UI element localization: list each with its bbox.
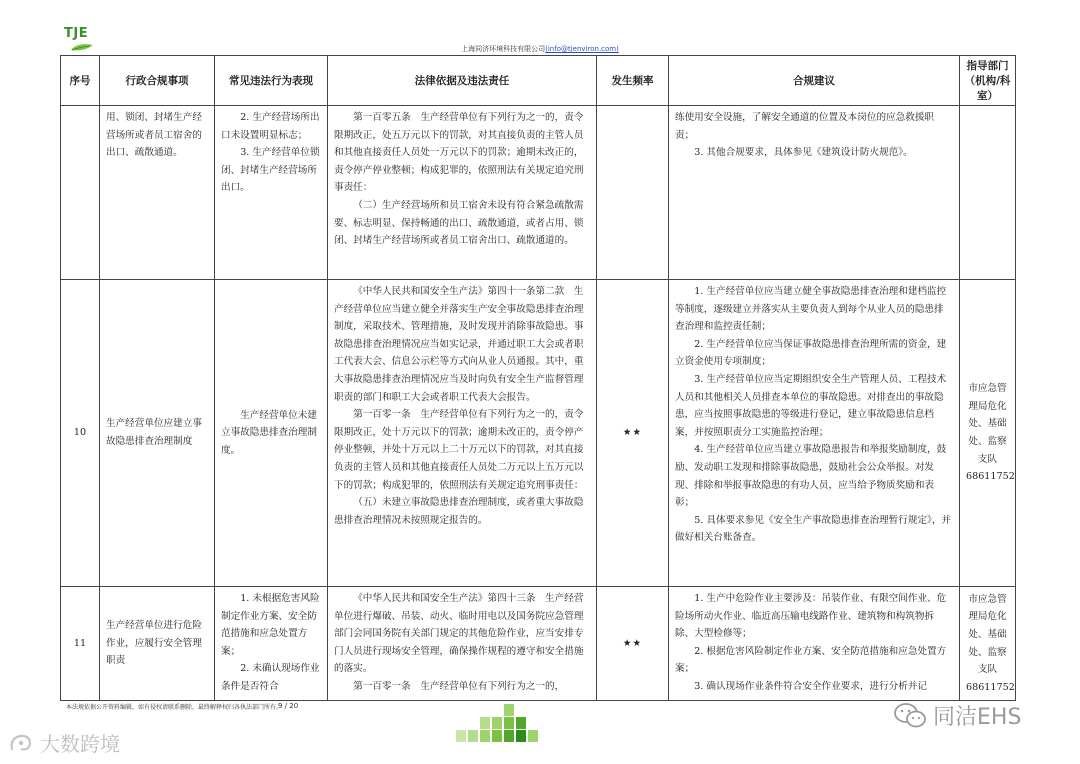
col-header-frequency: 发生频率 xyxy=(597,56,669,106)
advice-text: 3. 确认现场作业条件符合安全作业要求，进行分析并记 xyxy=(694,680,928,692)
col-header-dept: 指导部门（机构/科室） xyxy=(960,56,1016,106)
law-text: 第一百零五条 生产经营单位有下列行为之一的，责令限期改正，处五万元以下的罚款，对其直接负责的主管人员和其他直接责任人员处一万元以下的罚款；逾期未改正的，责令停产停业整顿；构成犯罪的，依照刑法有关规定追究刑事责任： xyxy=(334,112,584,194)
col-header-num: 序号 xyxy=(61,56,100,106)
row-frequency: ★★ xyxy=(597,587,669,701)
wechat-icon xyxy=(893,702,927,730)
regulation-table xyxy=(60,55,1016,701)
footer-note: 本法规依据公开资料编辑，如有侵权请联系删除，最终解释权归各执法部门所有。 xyxy=(66,704,283,711)
behavior-text: 生产经营单位未建立事故隐患排查治理制度。 xyxy=(221,409,317,456)
company-email[interactable]: (info@tjenviron.com) xyxy=(545,45,619,53)
row-advice xyxy=(669,587,960,701)
watermark-left-text: 大数跨境 xyxy=(40,732,120,756)
law-text: （二）生产经营场所和员工宿舍未设有符合紧急疏散需要、标志明显、保持畅通的出口、疏散通道，或者占用、锁闭、封堵生产经营场所或者员工宿舍出口、疏散通道的。 xyxy=(334,199,584,247)
law-text: 《中华人民共和国安全生产法》第四十三条 生产经营单位进行爆破、吊装、动火、临时用电以及国务院应急管理部门会同国务院有关部门规定的其他危险作业，应当安排专门人员进行现场安全管理，确保操作规程的遵守和安全措施的落实。 xyxy=(334,593,584,675)
watermark-right xyxy=(893,700,1021,731)
logo-text: TJE xyxy=(64,26,89,41)
row-behaviors xyxy=(215,280,328,587)
row-num xyxy=(61,106,100,280)
advice-text: 3. 生产经营单位应当定期组织安全生产管理人员、工程技术人员和其他相关人员排查本单位的事故隐患。对排查出的事故隐患，应当按照事故隐患的等级进行登记，建立事故隐患信息档案，并按照职责分工实施监控治理； xyxy=(675,373,947,438)
page-number: 9 / 20 xyxy=(278,702,299,710)
row-advice xyxy=(669,106,960,280)
row-dept: 市应急管理局危化处、基础处、监察支队 68611752 xyxy=(960,587,1016,701)
col-header-law: 法律依据及违法责任 xyxy=(328,56,597,106)
row-item: 用、锁闭、封堵生产经营场所或者员工宿舍的出口、疏散通道。 xyxy=(100,106,215,280)
row-advice xyxy=(669,280,960,587)
advice-text: 3. 其他合规要求，具体参见《建筑设计防火规范》。 xyxy=(694,147,913,159)
brand-swirl-icon xyxy=(8,732,34,754)
law-text: 第一百零一条 生产经营单位有下列行为之一的，责令限期改正，处十万元以下的罚款；逾期未改正的，责令停产停业整顿，并处十万元以上二十万元以下的罚款，对其直接负责的主管人员和其他直接责任人员处二万元以上五万元以下的罚款；构成犯罪的，依照刑法有关规定追究刑事责任： xyxy=(334,409,584,491)
row-frequency xyxy=(597,106,669,280)
table-row xyxy=(61,280,1016,587)
row-item: 生产经营单位进行危险作业，应履行安全管理职责 xyxy=(100,587,215,701)
row-dept: 市应急管理局危化处、基础处、监察支队 68611752 xyxy=(960,280,1016,587)
row-law xyxy=(328,280,597,587)
behavior-text: 1. 未根据危害风险制定作业方案、安全防范措施和应急处置方案； xyxy=(221,593,320,657)
row-behaviors xyxy=(215,587,328,701)
row-num: 10 xyxy=(61,280,100,587)
row-num: 11 xyxy=(61,587,100,701)
table-row xyxy=(61,106,1016,280)
watermark-left xyxy=(8,728,120,757)
law-text: （五）未建立事故隐患排查治理制度，或者重大事故隐患排查治理情况未按照规定报告的。 xyxy=(334,497,584,526)
advice-text: 1. 生产经营单位应当建立健全事故隐患排查治理和建档监控等制度，逐级建立并落实从主要负责人到每个从业人员的隐患排查治理和监控责任制； xyxy=(675,286,947,333)
advice-text: 4. 生产经营单位应当建立事故隐患报告和举报奖励制度，鼓励、发动职工发现和排除事故隐患，鼓励社会公众举报。对发现、排除和举报事故隐患的有功人员，应当给予物质奖励和表彰； xyxy=(675,444,947,509)
table-row xyxy=(61,587,1016,701)
advice-text: 2. 生产经营单位应当保证事故隐患排查治理所需的资金，建立资金使用专项制度； xyxy=(675,338,947,368)
col-header-advice: 合规建议 xyxy=(669,56,960,106)
advice-text: 2. 根据危害风险制定作业方案、安全防范措施和应急处置方案； xyxy=(675,645,947,675)
row-frequency: ★★ xyxy=(597,280,669,587)
col-header-item: 行政合规事项 xyxy=(100,56,215,106)
row-law xyxy=(328,106,597,280)
green-blocks-decoration xyxy=(456,704,538,744)
behavior-text: 2. 未确认现场作业条件是否符合 xyxy=(221,663,320,692)
company-name: 上海同济环境科技有限公司 xyxy=(461,45,546,53)
row-behaviors xyxy=(215,106,328,280)
advice-text: 1. 生产中危险作业主要涉及：吊装作业、有限空间作业、危险场所动火作业、临近高压输电线路作业、建筑物和构筑物拆除、大型检修等； xyxy=(675,593,947,640)
row-dept xyxy=(960,106,1016,280)
table-header-row xyxy=(61,56,1016,106)
behavior-text: 3. 生产经营单位锁闭、封堵生产经营场所出口。 xyxy=(221,147,320,194)
law-text: 第一百零一条 生产经营单位有下列行为之一的， xyxy=(353,680,565,692)
row-item: 生产经营单位应建立事故隐患排查治理制度 xyxy=(100,280,215,587)
watermark-right-text: 同洁EHS xyxy=(933,705,1022,730)
law-text: 《中华人民共和国安全生产法》第四十一条第二款 生产经营单位应当建立健全并落实生产安全事故隐患排查治理制度，采取技术、管理措施，及时发现并消除事故隐患。事故隐患排查治理情况应当如实记录，并通过职工大会或者职工代表大会、信息公示栏等方式向从业人员通报。其中，重大事故隐患排查治理情况应当及时向负有安全生产监督管理职责的部门和职工大会或者职工代表大会报告。 xyxy=(334,286,584,403)
behavior-text: 2. 生产经营场所出口未设置明显标志； xyxy=(221,112,320,141)
row-law xyxy=(328,587,597,701)
advice-text: 5. 具体要求参见《安全生产事故隐患排查治理暂行规定》，并做好相关台账备查。 xyxy=(675,514,952,544)
advice-text: 练使用安全设施，了解安全通道的位置及本岗位的应急救援职责； xyxy=(675,112,935,141)
header-company-line xyxy=(0,44,1080,54)
col-header-behavior: 常见违法行为表现 xyxy=(215,56,328,106)
